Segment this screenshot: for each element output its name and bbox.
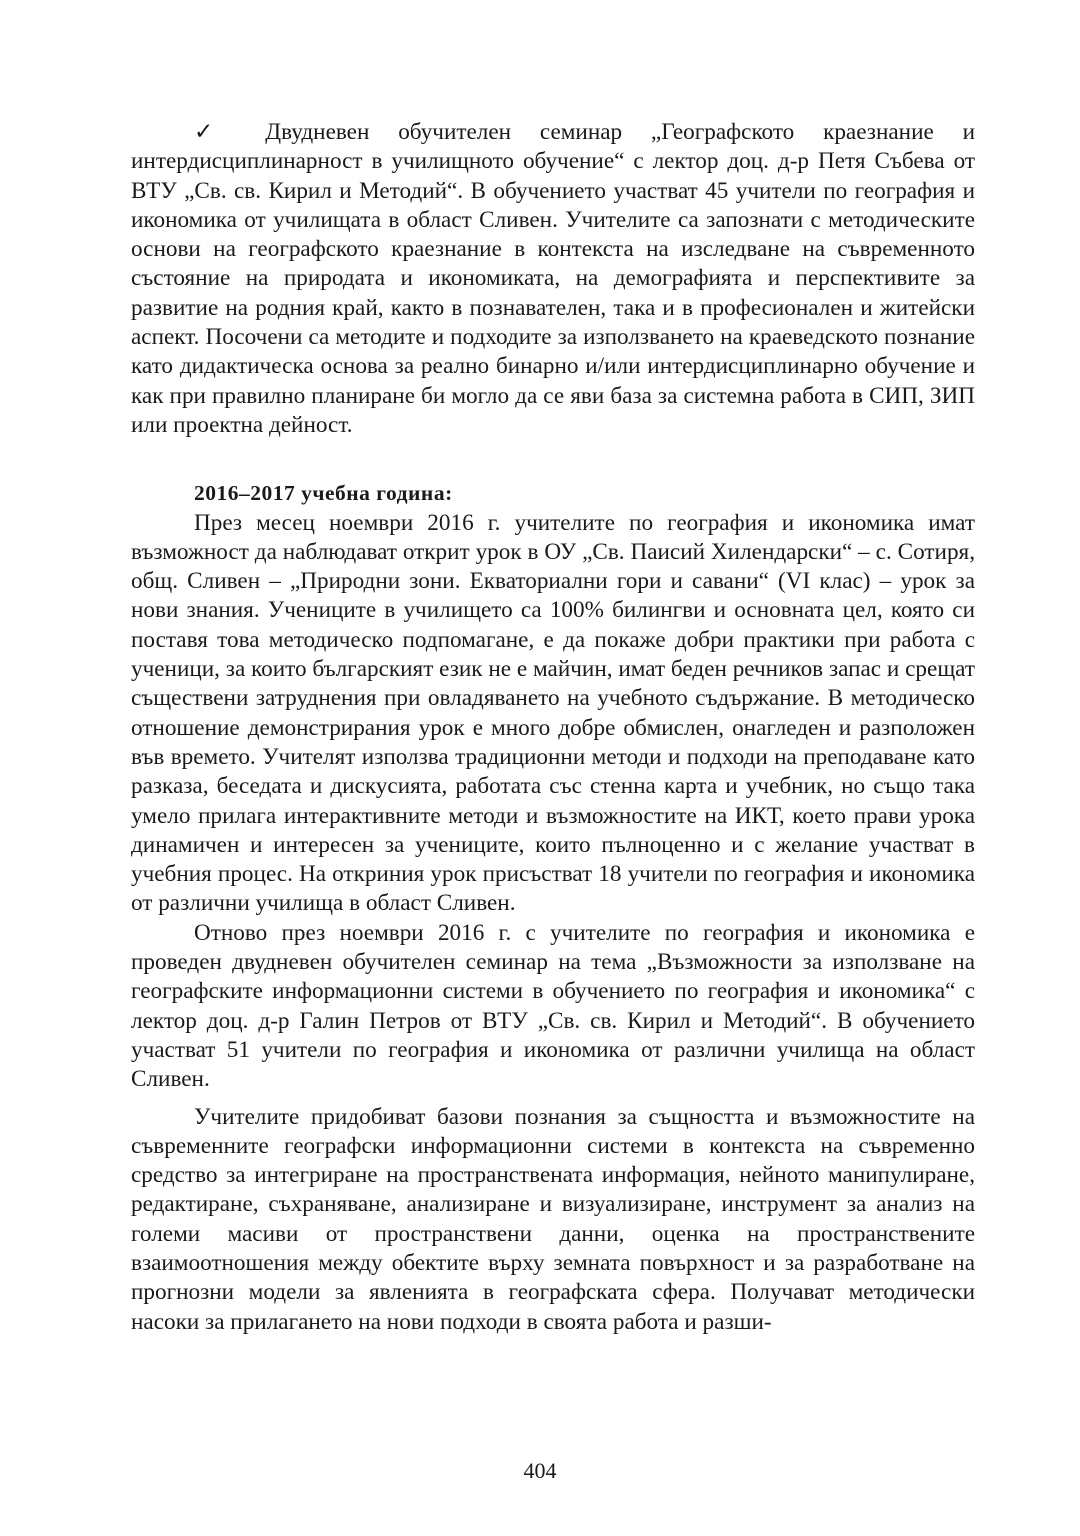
paragraph-seminar-local-studies: ✓ Двудневен обучителен семинар „Географското краезнание и интердисциплинарност в училищното обучение“ с лектор доц. д-р Петя Събева от ВТУ „Св. св. Кирил и Методий“. В обучението участват 45 учители по география и икономика от училищата в област Сливен. Учителите са запознати с методическите основи на географското краезнание в контекста на изследване на съвременното състояние на природата и икономиката, на демографията и перспективите за развитие на родния край, както в познавателен, така и в професионален и житейски аспект. Посочени са методите и подходите за използването на краеведското познание като дидактическа основа за реално бинарно и/или интердисциплинарно обучение и как при правилно планиране би могло да се яви база за системна работа в СИП, ЗИП или проектна дейност. [131,119,975,438]
page-number: 404 [523,1458,557,1483]
paragraph-open-lesson: През месец ноември 2016 г. учителите по география и икономика имат възможност да наблюдават открит урок в ОУ „Св. Паисий Хилендарски“ – с. Сотиря, общ. Сливен – „Природни зони. Екваториални гори и савани“ (VI клас) – урок за нови знания. Учениците в училището са 100% билингви и основната цел, която си поставя това методическо подпомагане, е да покаже добри практики при работа с ученици, за които българският език не е майчин, имат беден речников запас и срещат съществени затруднения при овладяването на учебното съдържание. В методическо отношение демонстрирания урок е много добре обмислен, онагледен и разположен във времето. Учителят използва традиционни методи и подходи на преподаване като разказа, беседата и дискусията, работата със стенна карта и учебник, но също така умело прилага интерактивните методи и възможностите на ИКТ, което прави урока динамичен и интересен за учениците, които пълноценно и с желание участват в учебния процес. На откриния урок присъстват 18 учители по география и икономика от различни училища в област Сливен. [131,509,975,917]
paragraph-gis-knowledge: Учителите придобиват базови познания за същността и възможностите на съвременните географски информационни системи в контекста на съвременно средство за интегриране на пространствената информация, нейното манипулиране, редактиране, съхраняване, анализиране и визуализиране, инструмент за анализ на големи масиви от пространствени данни, оценка на пространствените взаимоотношения между обектите върху земната повърхност и за разработване на прогнозни модели за явленията в географската сфера. Получават методически насоки за прилагането на нови подходи в своята работа и разши- [131,1103,975,1335]
section-heading-school-year: 2016–2017 учебна година: [194,481,453,506]
document-body [131,118,975,1337]
paragraph-gis-seminar: Отново през ноември 2016 г. с учителите по география и икономика е проведен двудневен обучителен семинар на тема „Възможности за използване на географските информационни системи в обучението по география и икономика“ с лектор доц. д-р Галин Петров от ВТУ „Св. св. Кирил и Методий“. В обучението участват 51 учители по география и икономика от различни училища на област Сливен. [131,919,975,1093]
